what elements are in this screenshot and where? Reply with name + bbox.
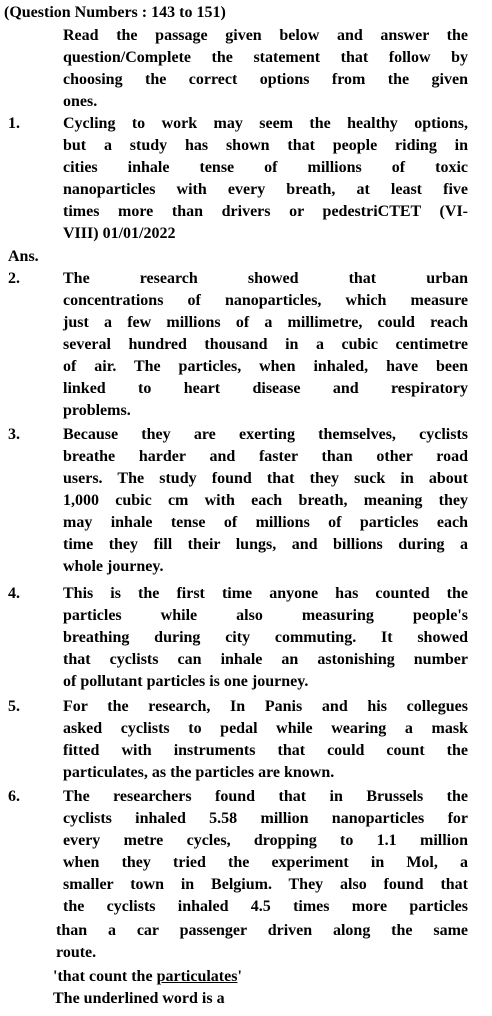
paragraph-line: whole journey. — [63, 558, 164, 575]
paragraph-line: This is the first time anyone has counted the — [63, 585, 468, 602]
instruction-line: ones. — [63, 93, 98, 110]
paragraph-line: 1,000 cubic cm with each breath, meaning they — [63, 492, 468, 509]
paragraph-line: The research showed that urban — [63, 270, 468, 287]
paragraph-line: linked to heart disease and respiratory — [63, 380, 468, 397]
paragraph-line: particles while also measuring people's — [63, 607, 468, 624]
paragraph-line: asked cyclists to pedal while wearing a mask — [63, 720, 468, 737]
paragraph-number: 2. — [8, 270, 20, 287]
paragraph-line: concentrations of nanoparticles, which measure — [63, 292, 468, 309]
quote-suffix: ' — [237, 968, 242, 985]
paragraph-line: when they tried the experiment in Mol, a — [63, 854, 468, 871]
paragraph-number: 3. — [8, 426, 20, 443]
paragraph-line: particulates, as the particles are known. — [63, 764, 335, 781]
paragraph-line: of pollutant particles is one journey. — [63, 673, 309, 690]
paragraph-line: cyclists inhaled 5.58 million nanoparticles for — [63, 810, 468, 827]
paragraph-line: cities inhale tense of millions of toxic — [63, 159, 468, 176]
quote-prefix: 'that count the — [53, 968, 157, 985]
paragraph-line: users. The study found that they suck in about — [63, 470, 468, 487]
paragraph-line: smaller town in Belgium. They also found that — [63, 876, 468, 893]
paragraph-line: just a few millions of a millimetre, could reach — [63, 314, 468, 331]
paragraph-number: 4. — [8, 585, 20, 602]
instruction-line: question/Complete the statement that follow by — [63, 49, 468, 66]
answer-label: Ans. — [8, 248, 39, 265]
paragraph-line: breathe harder and faster than other road — [63, 448, 468, 465]
paragraph-line: several hundred thousand in a cubic centimetre — [63, 336, 468, 353]
paragraph-line: nanoparticles with every breath, at least five — [63, 181, 468, 198]
paragraph-line: the cyclists inhaled 4.5 times more particles — [63, 898, 468, 915]
paragraph-line: Because they are exerting themselves, cyclists — [63, 426, 468, 443]
paragraph-line: The researchers found that in Brussels the — [63, 788, 468, 805]
paragraph-line: every metre cycles, dropping to 1.1 million — [63, 832, 468, 849]
paragraph-line: VIII) 01/01/2022 — [63, 225, 176, 242]
paragraph-line: route. — [56, 944, 97, 961]
paragraph-line: but a study has shown that people riding in — [63, 137, 468, 154]
instruction-line: choosing the correct options from the given — [63, 71, 468, 88]
paragraph-line: problems. — [63, 402, 131, 419]
paragraph-line: than a car passenger driven along the same — [56, 922, 468, 939]
question-numbers-header: (Question Numbers : 143 to 151) — [4, 4, 226, 21]
paragraph-line: For the research, In Panis and his collegues — [63, 698, 468, 715]
question-quote — [53, 967, 242, 989]
paragraph-line: breathing during city commuting. It showed — [63, 629, 468, 646]
paragraph-number: 1. — [8, 115, 20, 132]
paragraph-line: of air. The particles, when inhaled, have been — [63, 358, 468, 375]
paragraph-line: may inhale tense of millions of particles each — [63, 514, 468, 531]
paragraph-line: that cyclists can inhale an astonishing number — [63, 651, 468, 668]
paragraph-number: 5. — [8, 698, 20, 715]
paragraph-number: 6. — [8, 788, 20, 805]
paragraph-line: time they fill their lungs, and billions during a — [63, 536, 468, 553]
instruction-line: Read the passage given below and answer the — [63, 27, 468, 44]
paragraph-line: fitted with instruments that could count the — [63, 742, 468, 759]
underlined-word: particulates — [156, 968, 238, 985]
paragraph-line: Cycling to work may seem the healthy options, — [63, 115, 468, 132]
paragraph-line: times more than drivers or pedestriCTET (VI- — [63, 203, 468, 220]
question-stem: The underlined word is a — [53, 990, 225, 1007]
